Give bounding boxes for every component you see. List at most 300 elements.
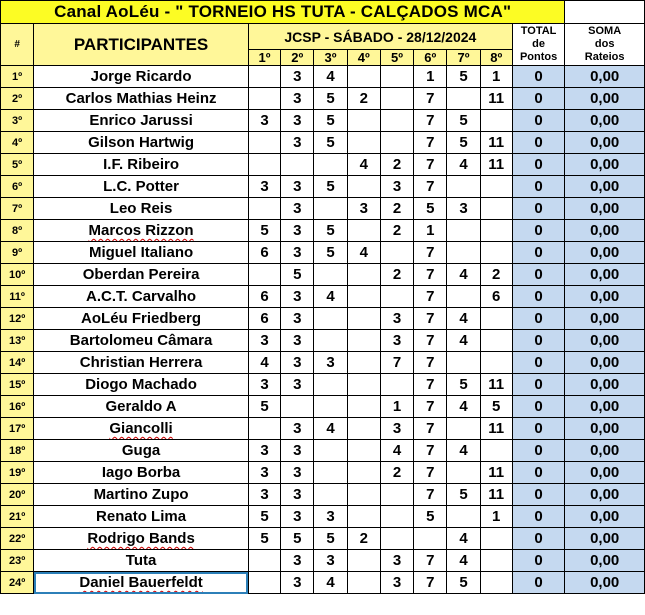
round-2-score[interactable]: 3 xyxy=(281,66,314,88)
total-points[interactable]: 0 xyxy=(512,154,564,176)
row-position[interactable]: 18º xyxy=(1,440,34,462)
total-points[interactable]: 0 xyxy=(512,462,564,484)
row-position[interactable]: 5º xyxy=(1,154,34,176)
round-4-score[interactable]: 4 xyxy=(347,242,380,264)
row-position[interactable]: 17º xyxy=(1,418,34,440)
header-round-8[interactable]: 8º xyxy=(480,50,512,66)
round-5-score[interactable]: 2 xyxy=(380,462,413,484)
soma-rateios[interactable]: 0,00 xyxy=(565,176,645,198)
total-points[interactable]: 0 xyxy=(512,132,564,154)
total-points[interactable]: 0 xyxy=(512,572,564,594)
round-3-score[interactable]: 5 xyxy=(314,110,347,132)
round-5-score[interactable] xyxy=(380,110,413,132)
row-position[interactable]: 12º xyxy=(1,308,34,330)
total-points[interactable]: 0 xyxy=(512,308,564,330)
row-position[interactable]: 24º xyxy=(1,572,34,594)
round-5-score[interactable] xyxy=(380,242,413,264)
soma-rateios[interactable]: 0,00 xyxy=(565,132,645,154)
round-7-score[interactable]: 4 xyxy=(447,330,480,352)
round-6-score[interactable]: 7 xyxy=(414,88,447,110)
round-8-score[interactable] xyxy=(480,308,512,330)
total-points[interactable]: 0 xyxy=(512,198,564,220)
round-5-score[interactable]: 2 xyxy=(380,220,413,242)
round-8-score[interactable] xyxy=(480,176,512,198)
round-1-score[interactable] xyxy=(248,66,280,88)
participant-name-cell[interactable] xyxy=(34,242,249,264)
participant-name-cell[interactable] xyxy=(34,572,249,594)
participant-name-cell[interactable] xyxy=(34,176,249,198)
round-4-score[interactable] xyxy=(347,550,380,572)
header-soma-rateios[interactable] xyxy=(565,24,645,66)
round-5-score[interactable] xyxy=(380,88,413,110)
round-1-score[interactable] xyxy=(248,418,280,440)
row-position[interactable]: 23º xyxy=(1,550,34,572)
row-position[interactable]: 8º xyxy=(1,220,34,242)
round-7-score[interactable]: 3 xyxy=(447,198,480,220)
header-round-6[interactable]: 6º xyxy=(414,50,447,66)
soma-rateios[interactable]: 0,00 xyxy=(565,506,645,528)
round-3-score[interactable] xyxy=(314,484,347,506)
round-3-score[interactable]: 4 xyxy=(314,572,347,594)
header-round-5[interactable]: 5º xyxy=(380,50,413,66)
round-1-score[interactable]: 3 xyxy=(248,462,280,484)
round-6-score[interactable]: 7 xyxy=(414,572,447,594)
round-6-score[interactable]: 1 xyxy=(414,220,447,242)
round-6-score[interactable]: 7 xyxy=(414,550,447,572)
round-8-score[interactable] xyxy=(480,528,512,550)
header-round-7[interactable]: 7º xyxy=(447,50,480,66)
round-3-score[interactable] xyxy=(314,396,347,418)
round-8-score[interactable] xyxy=(480,550,512,572)
soma-rateios[interactable]: 0,00 xyxy=(565,396,645,418)
round-7-score[interactable]: 4 xyxy=(447,550,480,572)
round-4-score[interactable] xyxy=(347,220,380,242)
total-points[interactable]: 0 xyxy=(512,440,564,462)
round-5-score[interactable]: 2 xyxy=(380,198,413,220)
round-8-score[interactable]: 11 xyxy=(480,132,512,154)
round-5-score[interactable] xyxy=(380,66,413,88)
soma-rateios[interactable]: 0,00 xyxy=(565,88,645,110)
round-7-score[interactable]: 5 xyxy=(447,110,480,132)
participant-name-cell[interactable] xyxy=(34,220,249,242)
round-3-score[interactable] xyxy=(314,198,347,220)
round-3-score[interactable] xyxy=(314,264,347,286)
soma-rateios[interactable]: 0,00 xyxy=(565,110,645,132)
round-4-score[interactable] xyxy=(347,132,380,154)
soma-rateios[interactable]: 0,00 xyxy=(565,220,645,242)
round-8-score[interactable]: 11 xyxy=(480,418,512,440)
round-4-score[interactable] xyxy=(347,308,380,330)
participant-name-cell[interactable] xyxy=(34,308,249,330)
header-event[interactable]: JCSP - SÁBADO - 28/12/2024 xyxy=(248,24,512,50)
round-8-score[interactable]: 11 xyxy=(480,462,512,484)
row-position[interactable]: 13º xyxy=(1,330,34,352)
round-3-score[interactable]: 3 xyxy=(314,550,347,572)
round-2-score[interactable]: 3 xyxy=(281,110,314,132)
round-2-score[interactable]: 3 xyxy=(281,198,314,220)
soma-rateios[interactable]: 0,00 xyxy=(565,440,645,462)
round-8-score[interactable] xyxy=(480,572,512,594)
soma-rateios[interactable]: 0,00 xyxy=(565,528,645,550)
soma-rateios[interactable]: 0,00 xyxy=(565,308,645,330)
total-points[interactable]: 0 xyxy=(512,374,564,396)
round-3-score[interactable]: 5 xyxy=(314,88,347,110)
row-position[interactable]: 15º xyxy=(1,374,34,396)
total-points[interactable]: 0 xyxy=(512,286,564,308)
round-3-score[interactable]: 4 xyxy=(314,66,347,88)
round-1-score[interactable]: 3 xyxy=(248,176,280,198)
round-1-score[interactable]: 6 xyxy=(248,308,280,330)
round-8-score[interactable] xyxy=(480,330,512,352)
round-3-score[interactable]: 3 xyxy=(314,352,347,374)
round-2-score[interactable]: 3 xyxy=(281,352,314,374)
round-2-score[interactable]: 5 xyxy=(281,528,314,550)
round-2-score[interactable]: 3 xyxy=(281,242,314,264)
participant-name-cell[interactable] xyxy=(34,440,249,462)
round-2-score[interactable] xyxy=(281,396,314,418)
round-1-score[interactable]: 3 xyxy=(248,440,280,462)
round-8-score[interactable]: 5 xyxy=(480,396,512,418)
round-3-score[interactable] xyxy=(314,462,347,484)
round-1-score[interactable] xyxy=(248,264,280,286)
round-3-score[interactable] xyxy=(314,330,347,352)
round-2-score[interactable]: 3 xyxy=(281,440,314,462)
round-6-score[interactable]: 1 xyxy=(414,66,447,88)
participant-name-cell[interactable] xyxy=(34,110,249,132)
round-3-score[interactable]: 5 xyxy=(314,176,347,198)
round-4-score[interactable] xyxy=(347,572,380,594)
total-points[interactable]: 0 xyxy=(512,484,564,506)
header-total-points[interactable] xyxy=(512,24,564,66)
row-position[interactable]: 10º xyxy=(1,264,34,286)
header-round-1[interactable]: 1º xyxy=(248,50,280,66)
row-position[interactable]: 4º xyxy=(1,132,34,154)
soma-rateios[interactable]: 0,00 xyxy=(565,352,645,374)
round-1-score[interactable] xyxy=(248,550,280,572)
total-points[interactable]: 0 xyxy=(512,66,564,88)
total-points[interactable]: 0 xyxy=(512,264,564,286)
round-1-score[interactable]: 5 xyxy=(248,506,280,528)
participant-name-cell[interactable] xyxy=(34,198,249,220)
row-position[interactable]: 20º xyxy=(1,484,34,506)
soma-rateios[interactable]: 0,00 xyxy=(565,462,645,484)
round-8-score[interactable] xyxy=(480,198,512,220)
soma-rateios[interactable]: 0,00 xyxy=(565,418,645,440)
soma-rateios[interactable]: 0,00 xyxy=(565,66,645,88)
round-8-score[interactable] xyxy=(480,110,512,132)
round-2-score[interactable]: 3 xyxy=(281,374,314,396)
round-5-score[interactable]: 7 xyxy=(380,352,413,374)
round-5-score[interactable]: 3 xyxy=(380,572,413,594)
round-1-score[interactable]: 6 xyxy=(248,242,280,264)
soma-rateios[interactable]: 0,00 xyxy=(565,154,645,176)
round-7-score[interactable] xyxy=(447,506,480,528)
round-1-score[interactable] xyxy=(248,572,280,594)
round-3-score[interactable]: 4 xyxy=(314,418,347,440)
round-6-score[interactable]: 7 xyxy=(414,176,447,198)
participant-name-cell[interactable] xyxy=(34,88,249,110)
participant-name-cell[interactable] xyxy=(34,66,249,88)
row-position[interactable]: 3º xyxy=(1,110,34,132)
total-points[interactable]: 0 xyxy=(512,506,564,528)
round-2-score[interactable]: 3 xyxy=(281,330,314,352)
row-position[interactable]: 11º xyxy=(1,286,34,308)
round-5-score[interactable] xyxy=(380,528,413,550)
round-4-score[interactable]: 4 xyxy=(347,154,380,176)
round-1-score[interactable] xyxy=(248,198,280,220)
round-6-score[interactable]: 7 xyxy=(414,396,447,418)
round-6-score[interactable]: 5 xyxy=(414,506,447,528)
round-4-score[interactable] xyxy=(347,66,380,88)
round-5-score[interactable] xyxy=(380,374,413,396)
round-4-score[interactable] xyxy=(347,418,380,440)
participant-name-cell[interactable] xyxy=(34,132,249,154)
round-6-score[interactable]: 7 xyxy=(414,440,447,462)
round-7-score[interactable] xyxy=(447,176,480,198)
round-8-score[interactable]: 11 xyxy=(480,374,512,396)
round-3-score[interactable]: 5 xyxy=(314,132,347,154)
round-7-score[interactable]: 5 xyxy=(447,66,480,88)
round-4-score[interactable] xyxy=(347,462,380,484)
round-2-score[interactable]: 3 xyxy=(281,132,314,154)
round-7-score[interactable] xyxy=(447,242,480,264)
soma-rateios[interactable]: 0,00 xyxy=(565,242,645,264)
round-3-score[interactable] xyxy=(314,154,347,176)
round-2-score[interactable]: 3 xyxy=(281,484,314,506)
total-points[interactable]: 0 xyxy=(512,352,564,374)
round-1-score[interactable]: 6 xyxy=(248,286,280,308)
soma-rateios[interactable]: 0,00 xyxy=(565,484,645,506)
round-4-score[interactable] xyxy=(347,264,380,286)
round-5-score[interactable]: 4 xyxy=(380,440,413,462)
round-8-score[interactable] xyxy=(480,220,512,242)
round-1-score[interactable]: 3 xyxy=(248,330,280,352)
round-8-score[interactable]: 11 xyxy=(480,88,512,110)
round-7-score[interactable]: 4 xyxy=(447,440,480,462)
round-4-score[interactable] xyxy=(347,440,380,462)
round-4-score[interactable] xyxy=(347,110,380,132)
header-number[interactable]: # xyxy=(1,24,34,66)
soma-rateios[interactable]: 0,00 xyxy=(565,550,645,572)
total-points[interactable]: 0 xyxy=(512,418,564,440)
participant-name-cell[interactable] xyxy=(34,418,249,440)
round-1-score[interactable] xyxy=(248,154,280,176)
round-1-score[interactable]: 4 xyxy=(248,352,280,374)
participant-name-cell[interactable] xyxy=(34,462,249,484)
soma-rateios[interactable]: 0,00 xyxy=(565,286,645,308)
round-7-score[interactable] xyxy=(447,352,480,374)
total-points[interactable]: 0 xyxy=(512,242,564,264)
row-position[interactable]: 16º xyxy=(1,396,34,418)
round-4-score[interactable]: 2 xyxy=(347,88,380,110)
round-4-score[interactable] xyxy=(347,484,380,506)
round-6-score[interactable]: 7 xyxy=(414,330,447,352)
round-3-score[interactable]: 5 xyxy=(314,528,347,550)
soma-rateios[interactable]: 0,00 xyxy=(565,572,645,594)
round-6-score[interactable]: 7 xyxy=(414,132,447,154)
round-2-score[interactable]: 3 xyxy=(281,176,314,198)
round-6-score[interactable]: 7 xyxy=(414,154,447,176)
total-points[interactable]: 0 xyxy=(512,110,564,132)
participant-name-cell[interactable] xyxy=(34,484,249,506)
round-3-score[interactable]: 5 xyxy=(314,242,347,264)
round-5-score[interactable]: 2 xyxy=(380,264,413,286)
row-position[interactable]: 1º xyxy=(1,66,34,88)
round-1-score[interactable]: 5 xyxy=(248,528,280,550)
round-7-score[interactable]: 5 xyxy=(447,374,480,396)
title-blank-cell[interactable] xyxy=(565,1,645,24)
round-4-score[interactable] xyxy=(347,506,380,528)
round-2-score[interactable]: 3 xyxy=(281,506,314,528)
total-points[interactable]: 0 xyxy=(512,330,564,352)
participant-name-cell[interactable] xyxy=(34,154,249,176)
total-points[interactable]: 0 xyxy=(512,528,564,550)
header-round-2[interactable]: 2º xyxy=(281,50,314,66)
participant-name-cell[interactable] xyxy=(34,374,249,396)
round-4-score[interactable]: 2 xyxy=(347,528,380,550)
round-6-score[interactable]: 5 xyxy=(414,198,447,220)
round-7-score[interactable] xyxy=(447,220,480,242)
round-4-score[interactable] xyxy=(347,330,380,352)
round-6-score[interactable]: 7 xyxy=(414,352,447,374)
round-5-score[interactable]: 2 xyxy=(380,154,413,176)
round-7-score[interactable]: 5 xyxy=(447,484,480,506)
round-7-score[interactable] xyxy=(447,88,480,110)
round-1-score[interactable]: 3 xyxy=(248,484,280,506)
round-8-score[interactable]: 11 xyxy=(480,154,512,176)
participant-name-cell[interactable] xyxy=(34,528,249,550)
round-6-score[interactable]: 7 xyxy=(414,418,447,440)
row-position[interactable]: 6º xyxy=(1,176,34,198)
round-2-score[interactable]: 3 xyxy=(281,572,314,594)
round-6-score[interactable] xyxy=(414,528,447,550)
round-5-score[interactable]: 3 xyxy=(380,418,413,440)
round-7-score[interactable]: 5 xyxy=(447,572,480,594)
round-6-score[interactable]: 7 xyxy=(414,110,447,132)
round-1-score[interactable] xyxy=(248,88,280,110)
round-5-score[interactable]: 3 xyxy=(380,550,413,572)
row-position[interactable]: 7º xyxy=(1,198,34,220)
row-position[interactable]: 9º xyxy=(1,242,34,264)
round-8-score[interactable] xyxy=(480,440,512,462)
round-7-score[interactable]: 4 xyxy=(447,308,480,330)
soma-rateios[interactable]: 0,00 xyxy=(565,330,645,352)
row-position[interactable]: 22º xyxy=(1,528,34,550)
round-8-score[interactable]: 6 xyxy=(480,286,512,308)
row-position[interactable]: 21º xyxy=(1,506,34,528)
total-points[interactable]: 0 xyxy=(512,176,564,198)
round-3-score[interactable]: 5 xyxy=(314,220,347,242)
round-6-score[interactable]: 7 xyxy=(414,484,447,506)
sheet-title[interactable]: Canal AoLéu - " TORNEIO HS TUTA - CALÇADOS MCA" xyxy=(1,1,565,24)
round-5-score[interactable] xyxy=(380,132,413,154)
round-8-score[interactable]: 1 xyxy=(480,506,512,528)
round-4-score[interactable] xyxy=(347,286,380,308)
round-7-score[interactable]: 4 xyxy=(447,154,480,176)
round-2-score[interactable]: 3 xyxy=(281,286,314,308)
soma-rateios[interactable]: 0,00 xyxy=(565,374,645,396)
header-round-3[interactable]: 3º xyxy=(314,50,347,66)
round-8-score[interactable]: 2 xyxy=(480,264,512,286)
round-1-score[interactable]: 3 xyxy=(248,110,280,132)
round-2-score[interactable]: 3 xyxy=(281,550,314,572)
round-6-score[interactable]: 7 xyxy=(414,264,447,286)
round-7-score[interactable] xyxy=(447,418,480,440)
round-6-score[interactable]: 7 xyxy=(414,308,447,330)
round-1-score[interactable]: 5 xyxy=(248,396,280,418)
round-7-score[interactable]: 4 xyxy=(447,396,480,418)
round-8-score[interactable] xyxy=(480,352,512,374)
round-2-score[interactable]: 3 xyxy=(281,462,314,484)
round-2-score[interactable]: 3 xyxy=(281,88,314,110)
row-position[interactable]: 14º xyxy=(1,352,34,374)
round-1-score[interactable] xyxy=(248,132,280,154)
round-5-score[interactable]: 3 xyxy=(380,330,413,352)
round-3-score[interactable] xyxy=(314,440,347,462)
row-position[interactable]: 19º xyxy=(1,462,34,484)
round-7-score[interactable]: 4 xyxy=(447,528,480,550)
round-8-score[interactable] xyxy=(480,242,512,264)
header-participants[interactable]: PARTICIPANTES xyxy=(34,24,249,66)
round-2-score[interactable]: 3 xyxy=(281,418,314,440)
round-6-score[interactable]: 7 xyxy=(414,462,447,484)
round-8-score[interactable]: 1 xyxy=(480,66,512,88)
row-position[interactable]: 2º xyxy=(1,88,34,110)
soma-rateios[interactable]: 0,00 xyxy=(565,198,645,220)
round-7-score[interactable] xyxy=(447,286,480,308)
round-3-score[interactable] xyxy=(314,374,347,396)
round-2-score[interactable]: 5 xyxy=(281,264,314,286)
round-6-score[interactable]: 7 xyxy=(414,286,447,308)
soma-rateios[interactable]: 0,00 xyxy=(565,264,645,286)
round-2-score[interactable]: 3 xyxy=(281,220,314,242)
round-1-score[interactable]: 3 xyxy=(248,374,280,396)
round-8-score[interactable]: 11 xyxy=(480,484,512,506)
round-3-score[interactable]: 3 xyxy=(314,506,347,528)
round-6-score[interactable]: 7 xyxy=(414,242,447,264)
round-4-score[interactable]: 3 xyxy=(347,198,380,220)
total-points[interactable]: 0 xyxy=(512,396,564,418)
total-points[interactable]: 0 xyxy=(512,220,564,242)
round-5-score[interactable] xyxy=(380,286,413,308)
round-7-score[interactable] xyxy=(447,462,480,484)
round-4-score[interactable] xyxy=(347,176,380,198)
round-5-score[interactable]: 1 xyxy=(380,396,413,418)
participant-name-cell[interactable] xyxy=(34,506,249,528)
round-5-score[interactable]: 3 xyxy=(380,176,413,198)
round-3-score[interactable] xyxy=(314,308,347,330)
round-5-score[interactable]: 3 xyxy=(380,308,413,330)
participant-name-cell[interactable] xyxy=(34,330,249,352)
round-2-score[interactable]: 3 xyxy=(281,308,314,330)
participant-name-cell[interactable] xyxy=(34,264,249,286)
participant-name-cell[interactable] xyxy=(34,286,249,308)
round-6-score[interactable]: 7 xyxy=(414,374,447,396)
participant-name-cell[interactable] xyxy=(34,550,249,572)
round-4-score[interactable] xyxy=(347,396,380,418)
round-5-score[interactable] xyxy=(380,506,413,528)
round-2-score[interactable] xyxy=(281,154,314,176)
round-1-score[interactable]: 5 xyxy=(248,220,280,242)
total-points[interactable]: 0 xyxy=(512,88,564,110)
round-7-score[interactable]: 4 xyxy=(447,264,480,286)
round-7-score[interactable]: 5 xyxy=(447,132,480,154)
header-round-4[interactable]: 4º xyxy=(347,50,380,66)
round-5-score[interactable] xyxy=(380,484,413,506)
round-4-score[interactable] xyxy=(347,374,380,396)
round-4-score[interactable] xyxy=(347,352,380,374)
participant-name-cell[interactable] xyxy=(34,352,249,374)
